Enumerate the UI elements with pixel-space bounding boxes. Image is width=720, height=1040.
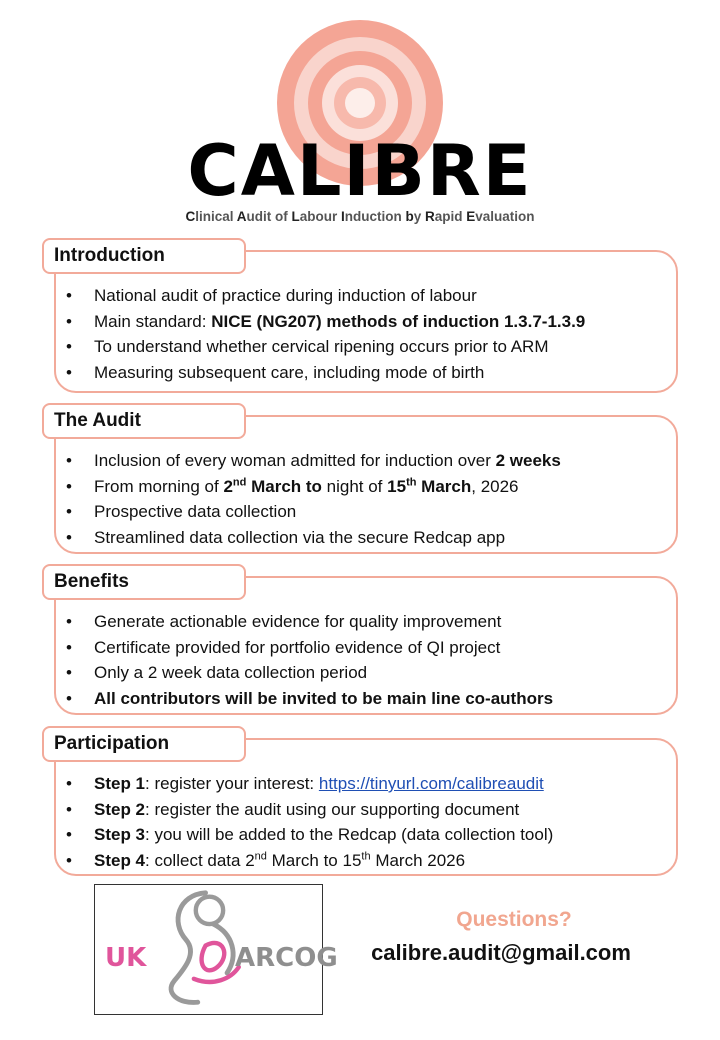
list-item: • Measuring subsequent care, including mode of birth — [66, 360, 666, 386]
ukarcog-arcog: ARCOG — [235, 943, 338, 973]
list-item: • National audit of practice during induction of labour — [66, 283, 666, 309]
participation-list — [66, 771, 666, 873]
list-item: • From morning of 2nd March to night of 15th March, 2026 — [66, 474, 666, 500]
tinyurl-link[interactable]: https://tinyurl.com/calibreaudit — [318, 774, 544, 793]
list-item: • Step 2: register the audit using our supporting document — [66, 797, 666, 823]
calibre-subtitle: Clinical Audit of Labour Induction by Rapid Evaluation — [185, 209, 535, 224]
ukarcog-logo — [94, 884, 338, 1015]
list-item: • Only a 2 week data collection period — [66, 660, 666, 686]
audit-heading: The Audit — [42, 403, 246, 439]
list-item: • Main standard: NICE (NG207) methods of induction 1.3.7-1.3.9 — [66, 309, 666, 335]
introduction-heading: Introduction — [42, 238, 246, 274]
audit-list — [66, 448, 666, 550]
list-item: • Generate actionable evidence for quality improvement — [66, 609, 666, 635]
list-item: • To understand whether cervical ripening occurs prior to ARM — [66, 334, 666, 360]
calibre-title: CALIBRE — [187, 130, 533, 212]
list-item: • Inclusion of every woman admitted for induction over 2 weeks — [66, 448, 666, 474]
list-item: • Certificate provided for portfolio evidence of QI project — [66, 635, 666, 661]
list-item: • Step 1: register your interest: https://tinyurl.com/calibreaudit — [66, 771, 666, 797]
list-item: • Streamlined data collection via the secure Redcap app — [66, 525, 666, 551]
introduction-list — [66, 283, 666, 385]
list-item: • All contributors will be invited to be main line co-authors — [66, 686, 666, 712]
benefits-list — [66, 609, 666, 711]
target-ring-center — [345, 88, 375, 118]
ukarcog-uk: UK — [105, 943, 147, 973]
contact-email[interactable]: calibre.audit@gmail.com — [371, 940, 631, 965]
list-item: • Step 4: collect data 2nd March to 15th March 2026 — [66, 848, 666, 874]
questions-label: Questions? — [456, 908, 572, 931]
participation-heading: Participation — [42, 726, 246, 762]
list-item: • Step 3: you will be added to the Redcap (data collection tool) — [66, 822, 666, 848]
list-item: • Prospective data collection — [66, 499, 666, 525]
benefits-heading: Benefits — [42, 564, 246, 600]
